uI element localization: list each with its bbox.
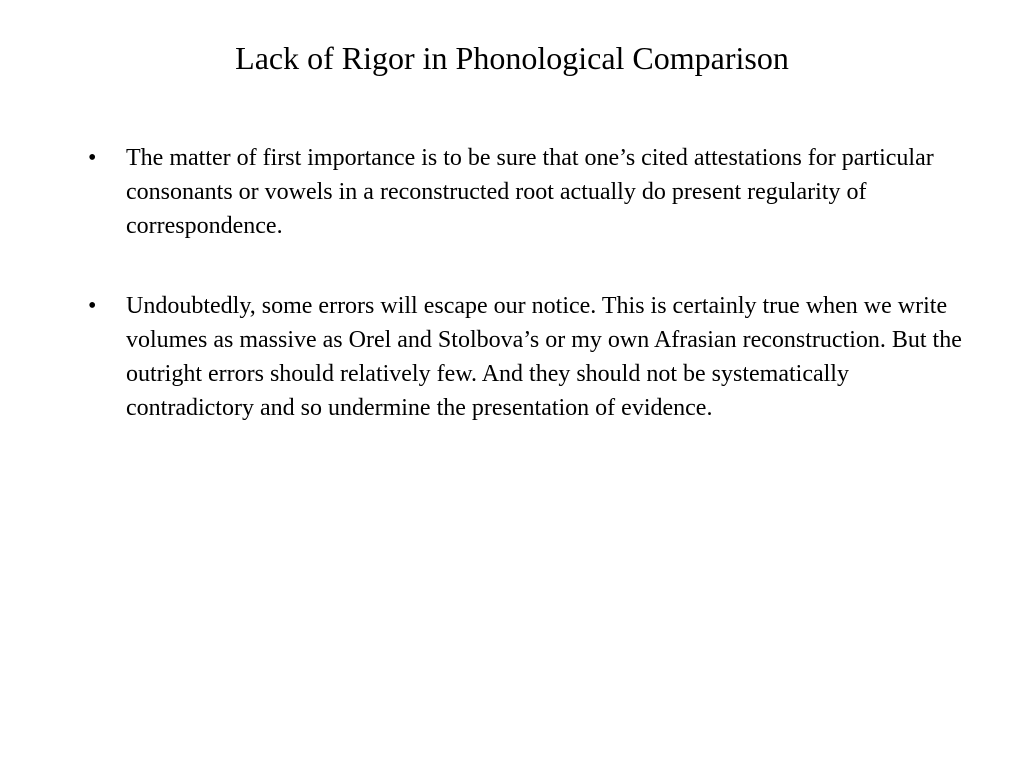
bullet-list (88, 141, 968, 471)
bullet-text: The matter of first importance is to be sure that one’s cited attestations for particular consonants or vowels in a reconstructed root actually do present regularity of correspondence. (126, 145, 934, 239)
slide-title: Lack of Rigor in Phonological Comparison (235, 40, 789, 76)
bullet-item-2 (88, 289, 968, 425)
bullet-marker: • (88, 145, 97, 171)
bullet-marker: • (88, 293, 97, 319)
bullet-text: Undoubtedly, some errors will escape our notice. This is certainly true when we write volumes as massive as Orel and Stolbova’s or my own Afrasian reconstruction. But the outright errors should relatively few. And they should not be systematically contradictory and so undermine the presentation of evidence. (126, 293, 962, 421)
bullet-item-1 (88, 141, 968, 243)
